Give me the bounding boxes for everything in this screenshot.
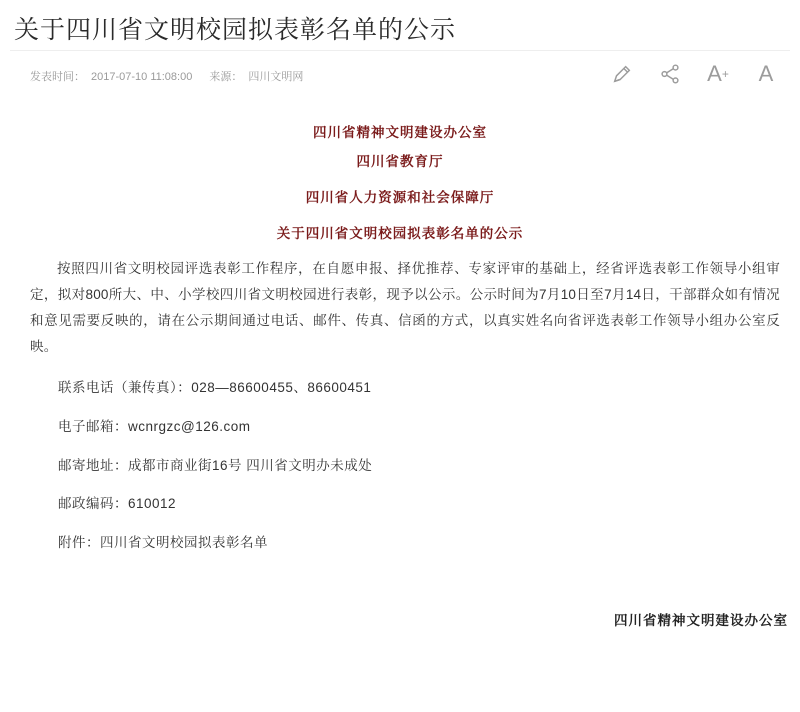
publish-label: 发表时间： xyxy=(30,71,85,83)
issuer-line-1: 四川省精神文明建设办公室 xyxy=(313,125,487,140)
source-link[interactable]: 四川文明网 xyxy=(248,71,304,83)
source-label: 来源： xyxy=(209,71,243,83)
font-increase-icon[interactable]: A + xyxy=(707,61,729,86)
contact-phone: 联系电话（兼传真）：028—86600455、86600451 xyxy=(58,380,372,395)
article-meta xyxy=(30,68,309,84)
issuer-line-2: 四川省教育厅 xyxy=(356,154,444,169)
contact-email: 电子邮箱：wcnrgzc@126.com xyxy=(58,419,251,434)
share-icon[interactable] xyxy=(658,62,682,86)
article-toolbar xyxy=(610,62,778,86)
divider xyxy=(10,50,790,51)
mailing-address: 邮寄地址：成都市商业街16号 四川省文明办未成处 xyxy=(58,458,373,473)
document-title: 关于四川省文明校园拟表彰名单的公示 xyxy=(276,226,524,241)
font-decrease-icon[interactable]: A xyxy=(758,61,774,86)
attachment-line: 附件：四川省文明校园拟表彰名单 xyxy=(58,535,268,550)
body-paragraph: 按照四川省文明校园评选表彰工作程序，在自愿申报、择优推荐、专家评审的基础上，经省评选表彰工作领导小组审定，拟对800所大、中、小学校四川省文明校园进行表彰，现予以公示。公示时间为7月10日至7月14日，干部群众如有情况和意见需要反映的，请在公示期间通过电话、邮件、传真、信函的方式，以真实姓名向省评选表彰工作领导小组办公室反映。 xyxy=(30,261,780,354)
edit-icon[interactable] xyxy=(610,62,634,86)
publish-time: 2017-07-10 11:08:00 xyxy=(91,71,193,83)
issuer-line-3: 四川省人力资源和社会保障厅 xyxy=(305,190,495,205)
signature: 四川省精神文明建设办公室 xyxy=(614,613,788,628)
postal-code: 邮政编码：610012 xyxy=(58,496,177,511)
article-title: 关于四川省文明校园拟表彰名单的公示 xyxy=(14,15,457,44)
